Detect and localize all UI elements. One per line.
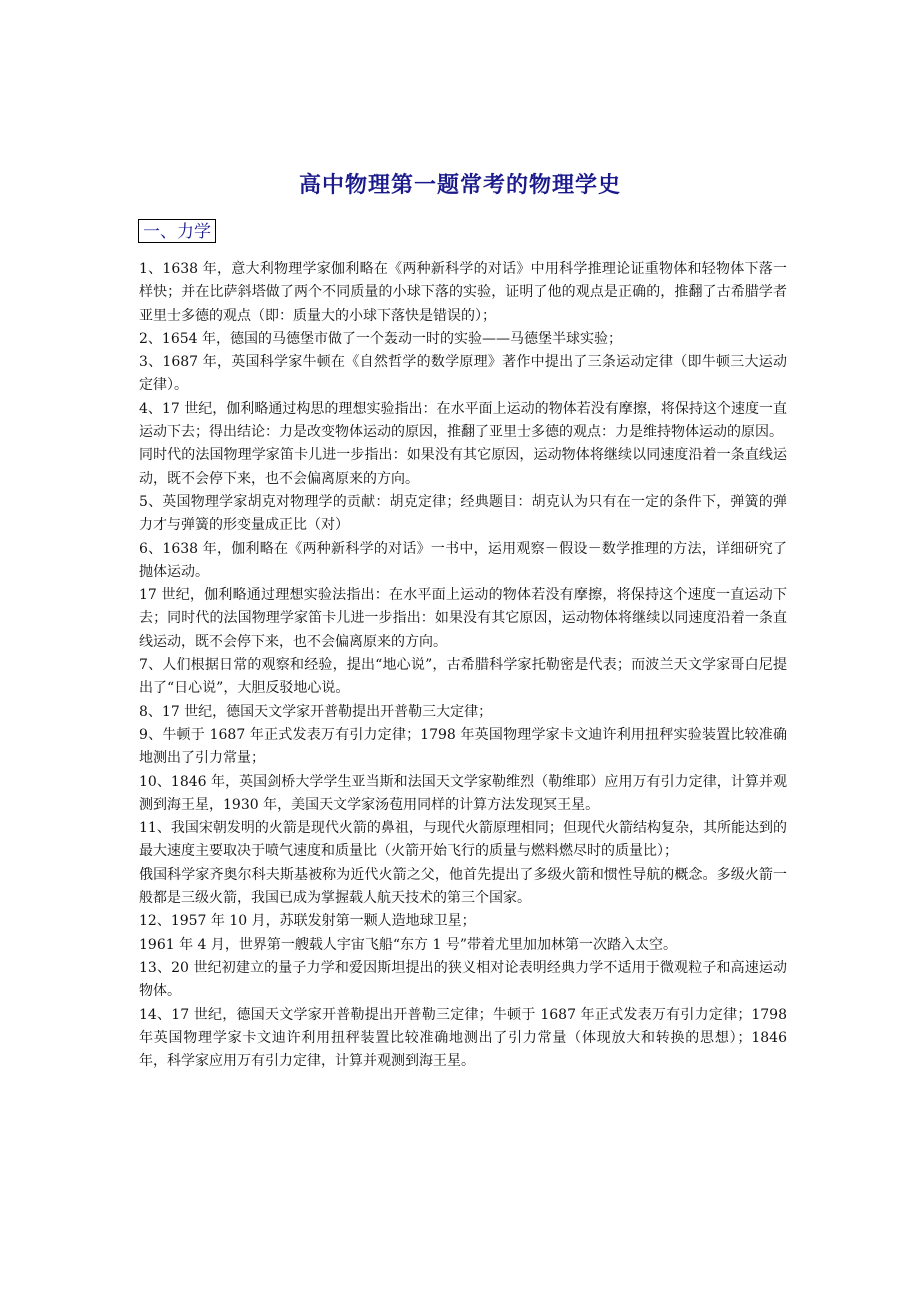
paragraph-13: 13、20 世纪初建立的量子力学和爱因斯坦提出的狭义相对论表明经典力学不适用于微观粒子和高速运动物体。 (139, 959, 787, 1000)
paragraph-1: 1、1638 年，意大利物理学家伽利略在《两种新科学的对话》中用科学推理论证重物体和轻物体下落一样快；并在比萨斜塔做了两个不同质量的小球下落的实验，证明了他的观点是正确的，推翻了古希腊学者亚里士多德的观点（即：质量大的小球下落快是错误的）； (139, 261, 787, 324)
paragraph-4: 4、17 世纪，伽利略通过构思的理想实验指出：在水平面上运动的物体若没有摩擦，将保持这个速度一直运动下去；得出结论：力是改变物体运动的原因，推翻了亚里士多德的观点：力是维持物体运动的原因。 (139, 400, 787, 441)
paragraph-6-ideal-experiment: 17 世纪，伽利略通过理想实验法指出：在水平面上运动的物体若没有摩擦，将保持这个速度一直运动下去；同时代的法国物理学家笛卡儿进一步指出：如果没有其它原因，运动物体将继续以同速度沿着一条直线运动，既不会停下来，也不会偏离原来的方向。 (139, 587, 787, 650)
document-body (139, 258, 787, 1073)
paragraph-12: 12、1957 年 10 月，苏联发射第一颗人造地球卫星； (139, 913, 476, 930)
paragraph-7: 7、人们根据日常的观察和经验，提出“地心说”，古希腊科学家托勒密是代表；而波兰天文学家哥白尼提出了“日心说”，大胆反驳地心说。 (139, 657, 787, 697)
paragraph-3: 3、1687 年，英国科学家牛顿在《自然哲学的数学原理》著作中提出了三条运动定律（即牛顿三大运动定律）。 (139, 354, 787, 394)
paragraph-5: 5、英国物理学家胡克对物理学的贡献：胡克定律；经典题目：胡克认为只有在一定的条件下，弹簧的弹力才与弹簧的形变量成正比（对） (139, 493, 787, 534)
paragraph-6: 6、1638 年，伽利略在《两种新科学的对话》一书中，运用观察－假设－数学推理的方法，详细研究了抛体运动。 (139, 540, 787, 580)
paragraph-12-vostok: 1961 年 4 月，世界第一艘载人宇宙飞船“东方 1 号”带着尤里加加林第一次踏入太空。 (139, 936, 678, 953)
paragraph-11: 11、我国宋朝发明的火箭是现代火箭的鼻祖，与现代火箭原理相同；但现代火箭结构复杂，其所能达到的最大速度主要取决于喷气速度和质量比（火箭开始飞行的质量与燃料燃尽时的质量比）； (139, 820, 787, 860)
paragraph-14: 14、17 世纪，德国天文学家开普勒提出开普勒三定律；牛顿于 1687 年正式发表万有引力定律；1798 年英国物理学家卡文迪许利用扭秤装置比较准确地测出了引力常量（体现放大和转换的思想）；1846 年，科学家应用万有引力定律，计算并观测到海王星。 (139, 1006, 787, 1070)
section-heading: 一、力学 (138, 219, 216, 243)
paragraph-11-tsiolkovsky: 俄国科学家齐奥尔科夫斯基被称为近代火箭之父，他首先提出了多级火箭和惯性导航的概念。多级火箭一般都是三级火箭，我国已成为掌握载人航天技术的第三个国家。 (139, 866, 787, 907)
paragraph-8: 8、17 世纪，德国天文学家开普勒提出开普勒三大定律； (139, 703, 493, 720)
paragraph-2: 2、1654 年，德国的马德堡市做了一个轰动一时的实验——马德堡半球实验； (139, 330, 622, 347)
page-title: 高中物理第一题常考的物理学史 (298, 172, 621, 198)
paragraph-9: 9、牛顿于 1687 年正式发表万有引力定律；1798 年英国物理学家卡文迪许利用扭秤实验装置比较准确地测出了引力常量； (139, 726, 787, 767)
paragraph-10: 10、1846 年，英国剑桥大学学生亚当斯和法国天文学家勒维烈（勒维耶）应用万有引力定律，计算并观测到海王星，1930 年，美国天文学家汤苞用同样的计算方法发现冥王星。 (139, 773, 787, 813)
paragraph-4-descartes: 同时代的法国物理学家笛卡儿进一步指出：如果没有其它原因，运动物体将继续以同速度沿着一条直线运动，既不会停下来，也不会偏离原来的方向。 (139, 447, 787, 487)
